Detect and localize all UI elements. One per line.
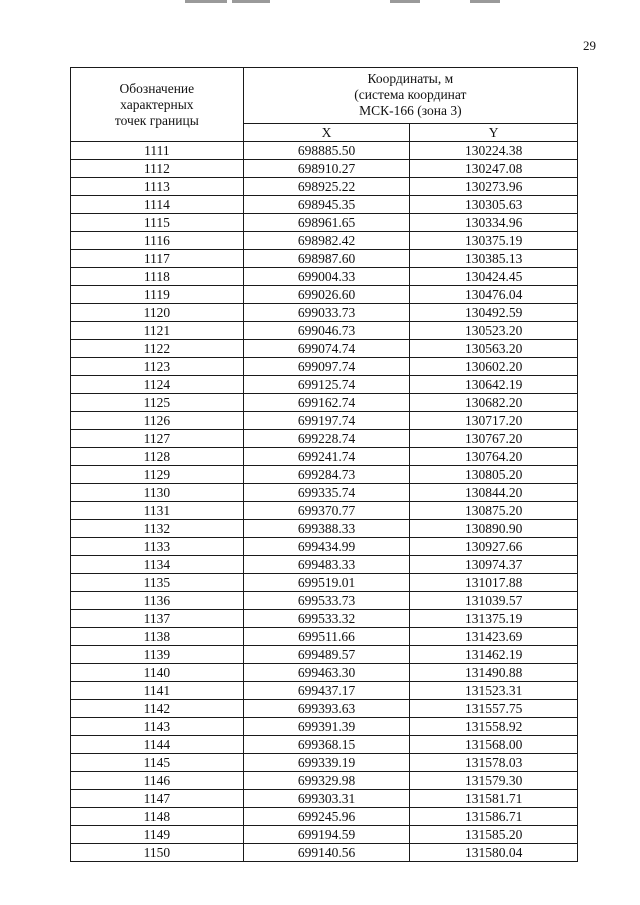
x-coordinate-cell: 699368.15 xyxy=(243,736,410,754)
x-coordinate-cell: 699511.66 xyxy=(243,628,410,646)
coordinates-group-header xyxy=(243,68,577,124)
point-id-cell: 1128 xyxy=(71,448,244,466)
table-row xyxy=(71,178,578,196)
x-coordinate-cell: 699004.33 xyxy=(243,268,410,286)
point-id-cell: 1118 xyxy=(71,268,244,286)
table-row xyxy=(71,664,578,682)
y-coordinate-cell: 130563.20 xyxy=(410,340,578,358)
y-coordinate-cell: 130492.59 xyxy=(410,304,578,322)
table-row xyxy=(71,358,578,376)
y-coordinate-cell: 130375.19 xyxy=(410,232,578,250)
x-coordinate-cell: 699335.74 xyxy=(243,484,410,502)
y-coordinate-cell: 130717.20 xyxy=(410,412,578,430)
table-row xyxy=(71,826,578,844)
x-coordinate-cell: 699519.01 xyxy=(243,574,410,592)
y-coordinate-cell: 130523.20 xyxy=(410,322,578,340)
y-coordinate-cell: 131017.88 xyxy=(410,574,578,592)
point-id-cell: 1137 xyxy=(71,610,244,628)
point-id-cell: 1147 xyxy=(71,790,244,808)
y-coordinate-cell: 131586.71 xyxy=(410,808,578,826)
point-id-cell: 1134 xyxy=(71,556,244,574)
y-coordinate-cell: 130602.20 xyxy=(410,358,578,376)
point-label-header xyxy=(71,68,244,142)
x-coordinate-cell: 699074.74 xyxy=(243,340,410,358)
y-coordinate-cell: 131523.31 xyxy=(410,682,578,700)
y-coordinate-cell: 131580.04 xyxy=(410,844,578,862)
point-id-cell: 1132 xyxy=(71,520,244,538)
y-coordinate-cell: 131585.20 xyxy=(410,826,578,844)
x-coordinate-cell: 699097.74 xyxy=(243,358,410,376)
point-id-cell: 1119 xyxy=(71,286,244,304)
y-coordinate-cell: 131558.92 xyxy=(410,718,578,736)
y-coordinate-cell: 130875.20 xyxy=(410,502,578,520)
table-row xyxy=(71,304,578,322)
x-coordinate-cell: 698961.65 xyxy=(243,214,410,232)
point-id-cell: 1120 xyxy=(71,304,244,322)
point-id-cell: 1114 xyxy=(71,196,244,214)
table-body xyxy=(71,142,578,862)
y-coordinate-cell: 131579.30 xyxy=(410,772,578,790)
point-id-cell: 1117 xyxy=(71,250,244,268)
x-coordinate-cell: 699241.74 xyxy=(243,448,410,466)
point-id-cell: 1150 xyxy=(71,844,244,862)
y-coordinate-cell: 130844.20 xyxy=(410,484,578,502)
table-row xyxy=(71,844,578,862)
point-id-cell: 1121 xyxy=(71,322,244,340)
x-coordinate-cell: 699026.60 xyxy=(243,286,410,304)
table-row xyxy=(71,520,578,538)
point-id-cell: 1129 xyxy=(71,466,244,484)
x-coordinate-cell: 698945.35 xyxy=(243,196,410,214)
y-coordinate-cell: 130764.20 xyxy=(410,448,578,466)
x-coordinate-cell: 699370.77 xyxy=(243,502,410,520)
x-coordinate-cell: 699033.73 xyxy=(243,304,410,322)
y-coordinate-cell: 131039.57 xyxy=(410,592,578,610)
table-row xyxy=(71,394,578,412)
point-id-cell: 1136 xyxy=(71,592,244,610)
x-coordinate-cell: 699194.59 xyxy=(243,826,410,844)
y-coordinate-cell: 131557.75 xyxy=(410,700,578,718)
y-coordinate-cell: 130927.66 xyxy=(410,538,578,556)
point-id-cell: 1135 xyxy=(71,574,244,592)
x-coordinate-cell: 699046.73 xyxy=(243,322,410,340)
point-id-cell: 1111 xyxy=(71,142,244,160)
table-row xyxy=(71,556,578,574)
point-id-cell: 1138 xyxy=(71,628,244,646)
table-row xyxy=(71,430,578,448)
x-coordinate-cell: 699489.57 xyxy=(243,646,410,664)
y-coordinate-cell: 130890.90 xyxy=(410,520,578,538)
point-id-cell: 1113 xyxy=(71,178,244,196)
y-coordinate-cell: 131581.71 xyxy=(410,790,578,808)
x-coordinate-cell: 699197.74 xyxy=(243,412,410,430)
table-row xyxy=(71,754,578,772)
point-id-cell: 1144 xyxy=(71,736,244,754)
y-coordinate-cell: 130224.38 xyxy=(410,142,578,160)
coords-label-line: МСК-166 (зона 3) xyxy=(359,103,462,119)
x-coordinate-cell: 699388.33 xyxy=(243,520,410,538)
point-id-cell: 1112 xyxy=(71,160,244,178)
y-coordinate-cell: 131462.19 xyxy=(410,646,578,664)
y-coordinate-cell: 130974.37 xyxy=(410,556,578,574)
y-coordinate-cell: 131568.00 xyxy=(410,736,578,754)
point-id-cell: 1122 xyxy=(71,340,244,358)
table-row xyxy=(71,484,578,502)
table-row xyxy=(71,232,578,250)
table-row xyxy=(71,682,578,700)
x-coordinate-cell: 699437.17 xyxy=(243,682,410,700)
x-coordinate-cell: 699393.63 xyxy=(243,700,410,718)
scan-artifact xyxy=(185,0,227,3)
y-coordinate-cell: 131578.03 xyxy=(410,754,578,772)
x-column-header: X xyxy=(243,123,410,142)
point-id-cell: 1145 xyxy=(71,754,244,772)
point-id-cell: 1126 xyxy=(71,412,244,430)
table-row xyxy=(71,466,578,484)
point-id-cell: 1130 xyxy=(71,484,244,502)
x-coordinate-cell: 699140.56 xyxy=(243,844,410,862)
table-row xyxy=(71,808,578,826)
y-coordinate-cell: 130247.08 xyxy=(410,160,578,178)
table-row xyxy=(71,160,578,178)
table-row xyxy=(71,142,578,160)
y-coordinate-cell: 130682.20 xyxy=(410,394,578,412)
table-header xyxy=(71,68,578,142)
x-coordinate-cell: 699463.30 xyxy=(243,664,410,682)
point-id-cell: 1125 xyxy=(71,394,244,412)
table-row xyxy=(71,412,578,430)
x-coordinate-cell: 698925.22 xyxy=(243,178,410,196)
x-coordinate-cell: 699228.74 xyxy=(243,430,410,448)
table-row xyxy=(71,502,578,520)
x-coordinate-cell: 699329.98 xyxy=(243,772,410,790)
point-id-cell: 1143 xyxy=(71,718,244,736)
y-coordinate-cell: 130424.45 xyxy=(410,268,578,286)
table-row xyxy=(71,376,578,394)
point-label-line: точек границы xyxy=(114,112,199,128)
table-row xyxy=(71,538,578,556)
point-id-cell: 1148 xyxy=(71,808,244,826)
coords-label-line: Координаты, м xyxy=(367,71,454,87)
x-coordinate-cell: 698885.50 xyxy=(243,142,410,160)
coords-label-line: (система координат xyxy=(354,87,467,103)
scan-artifact xyxy=(390,0,420,3)
x-coordinate-cell: 699245.96 xyxy=(243,808,410,826)
point-id-cell: 1116 xyxy=(71,232,244,250)
table-row xyxy=(71,340,578,358)
point-id-cell: 1140 xyxy=(71,664,244,682)
table-row xyxy=(71,628,578,646)
table-row xyxy=(71,646,578,664)
y-coordinate-cell: 130805.20 xyxy=(410,466,578,484)
table-row xyxy=(71,700,578,718)
table-row xyxy=(71,286,578,304)
point-label-line: характерных xyxy=(120,96,194,112)
table-row xyxy=(71,736,578,754)
point-id-cell: 1127 xyxy=(71,430,244,448)
point-id-cell: 1124 xyxy=(71,376,244,394)
table-row xyxy=(71,268,578,286)
table-row xyxy=(71,574,578,592)
point-id-cell: 1133 xyxy=(71,538,244,556)
y-coordinate-cell: 130273.96 xyxy=(410,178,578,196)
table-row xyxy=(71,196,578,214)
table-row xyxy=(71,610,578,628)
point-id-cell: 1146 xyxy=(71,772,244,790)
y-column-header: Y xyxy=(410,123,578,142)
coordinates-table xyxy=(70,67,578,862)
point-id-cell: 1139 xyxy=(71,646,244,664)
table-row xyxy=(71,448,578,466)
y-coordinate-cell: 130334.96 xyxy=(410,214,578,232)
scan-artifact xyxy=(232,0,270,3)
table-row xyxy=(71,592,578,610)
scan-artifact xyxy=(470,0,500,3)
x-coordinate-cell: 698987.60 xyxy=(243,250,410,268)
point-id-cell: 1142 xyxy=(71,700,244,718)
table-row xyxy=(71,214,578,232)
x-coordinate-cell: 698910.27 xyxy=(243,160,410,178)
y-coordinate-cell: 130476.04 xyxy=(410,286,578,304)
table-row xyxy=(71,772,578,790)
x-coordinate-cell: 699339.19 xyxy=(243,754,410,772)
y-coordinate-cell: 130305.63 xyxy=(410,196,578,214)
point-label-line: Обозначение xyxy=(119,80,195,96)
x-coordinate-cell: 698982.42 xyxy=(243,232,410,250)
table-row xyxy=(71,718,578,736)
y-coordinate-cell: 130642.19 xyxy=(410,376,578,394)
point-id-cell: 1141 xyxy=(71,682,244,700)
point-id-cell: 1149 xyxy=(71,826,244,844)
y-coordinate-cell: 130767.20 xyxy=(410,430,578,448)
x-coordinate-cell: 699434.99 xyxy=(243,538,410,556)
x-coordinate-cell: 699162.74 xyxy=(243,394,410,412)
x-coordinate-cell: 699125.74 xyxy=(243,376,410,394)
x-coordinate-cell: 699391.39 xyxy=(243,718,410,736)
table-row xyxy=(71,322,578,340)
point-id-cell: 1123 xyxy=(71,358,244,376)
y-coordinate-cell: 130385.13 xyxy=(410,250,578,268)
page-number: 29 xyxy=(583,38,596,53)
x-coordinate-cell: 699533.32 xyxy=(243,610,410,628)
table-row xyxy=(71,790,578,808)
table-row xyxy=(71,250,578,268)
x-coordinate-cell: 699284.73 xyxy=(243,466,410,484)
x-coordinate-cell: 699533.73 xyxy=(243,592,410,610)
point-id-cell: 1131 xyxy=(71,502,244,520)
y-coordinate-cell: 131423.69 xyxy=(410,628,578,646)
y-coordinate-cell: 131375.19 xyxy=(410,610,578,628)
x-coordinate-cell: 699303.31 xyxy=(243,790,410,808)
x-coordinate-cell: 699483.33 xyxy=(243,556,410,574)
y-coordinate-cell: 131490.88 xyxy=(410,664,578,682)
point-id-cell: 1115 xyxy=(71,214,244,232)
